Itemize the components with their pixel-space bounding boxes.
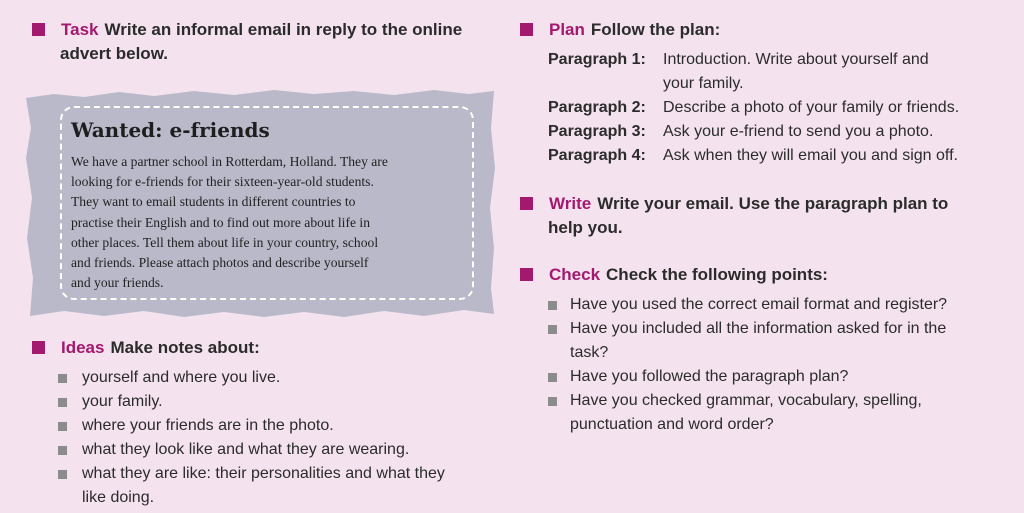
write-heading	[520, 192, 1000, 240]
list-item: your family.	[58, 390, 498, 414]
list-item: Have you followed the paragraph plan?	[548, 365, 998, 389]
task-text: Write an informal email in reply to the online	[104, 20, 463, 39]
write-keyword: Write	[549, 194, 592, 213]
grey-square-icon	[548, 373, 557, 382]
plan-row: Paragraph 3: Ask your e-friend to send you a photo.	[548, 123, 934, 140]
grey-square-icon	[58, 374, 67, 383]
advert-line: We have a partner school in Rotterdam, Holland. They are	[71, 154, 388, 169]
grey-square-icon	[58, 446, 67, 455]
magenta-square-icon	[520, 23, 533, 36]
plan-row: Paragraph 1: Introduction. Write about yourself and your family.	[548, 51, 929, 92]
grey-square-icon	[548, 301, 557, 310]
plan-row: Paragraph 2: Describe a photo of your family or friends.	[548, 99, 960, 116]
list-item: what they are like: their personalities and what they like doing.	[58, 462, 498, 510]
grey-square-icon	[548, 397, 557, 406]
plan-row: Paragraph 4: Ask when they will email you and sign off.	[548, 147, 958, 164]
list-item: Have you used the correct email format and register?	[548, 293, 998, 317]
grey-square-icon	[58, 422, 67, 431]
advert-line: and your friends.	[71, 275, 164, 291]
write-text-cont: help you.	[548, 218, 623, 237]
ideas-list	[58, 366, 498, 510]
grey-square-icon	[58, 470, 67, 479]
ideas-heading	[32, 336, 260, 360]
advert-body	[71, 152, 471, 293]
advert-title: Wanted: e-friends	[71, 118, 270, 142]
advert-line: looking for e-friends for their sixteen-year-old students.	[71, 174, 374, 190]
advert-line: practise their English and to find out more about life in	[71, 214, 370, 230]
list-item: where your friends are in the photo.	[58, 414, 498, 438]
magenta-square-icon	[32, 341, 45, 354]
list-item: Have you checked grammar, vocabulary, spelling, punctuation and word order?	[548, 389, 998, 437]
advert-line: They want to email students in different countries to	[71, 194, 356, 210]
advert-line: and friends. Please attach photos and describe yourself	[71, 255, 369, 271]
list-item: Have you included all the information asked for in the task?	[548, 317, 998, 365]
plan-keyword: Plan	[549, 20, 585, 39]
ideas-keyword: Ideas	[61, 338, 105, 357]
plan-heading	[520, 18, 720, 42]
task-keyword: Task	[61, 20, 99, 39]
magenta-square-icon	[520, 197, 533, 210]
write-text: Write your email. Use the paragraph plan to	[597, 194, 949, 213]
paragraph-plan	[548, 48, 1008, 168]
list-item: what they look like and what they are wearing.	[58, 438, 498, 462]
ideas-text: Make notes about:	[110, 338, 260, 357]
check-list	[548, 293, 998, 437]
check-keyword: Check	[549, 265, 601, 284]
check-text: Check the following points:	[606, 265, 828, 284]
magenta-square-icon	[32, 23, 45, 36]
list-item: yourself and where you live.	[58, 366, 498, 390]
magenta-square-icon	[520, 268, 533, 281]
check-heading	[520, 263, 828, 287]
task-text-cont: advert below.	[60, 44, 169, 63]
advert-card	[24, 88, 496, 320]
grey-square-icon	[58, 398, 67, 407]
task-heading	[32, 18, 502, 66]
plan-text: Follow the plan:	[590, 20, 721, 39]
grey-square-icon	[548, 325, 557, 334]
advert-line: other places. Tell them about life in your country, school	[71, 234, 379, 250]
